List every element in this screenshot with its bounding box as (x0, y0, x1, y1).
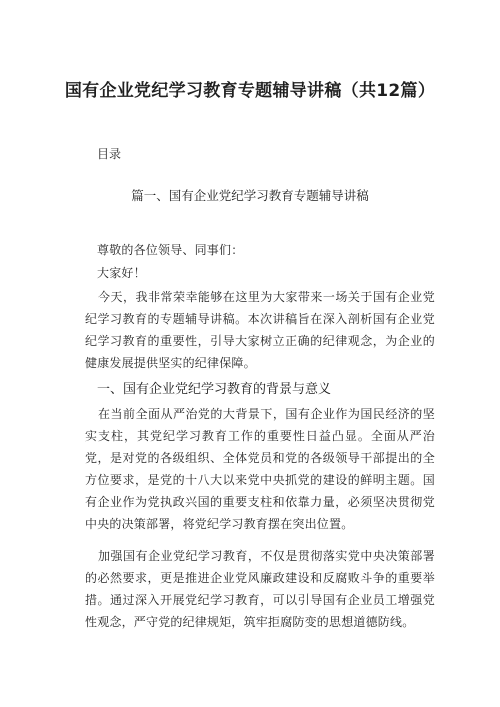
document-title: 国有企业党纪学习教育专题辅导讲稿（共12篇） (64, 81, 436, 101)
toc-label: 目录 (97, 147, 122, 161)
paragraph-2: 在当前全面从严治党的大背景下，国有企业作为国民经济的坚实支柱，其党纪学习教育工作的重要性日益凸显。全面从严治党，是对党的各级组织、全体党员和党的各级领导干部提出的全方位要求，是党的十八大以来党中央抓党的建设的鲜明主题。国有企业作为党执政兴国的重要支柱和依靠力量，必须坚决贯彻党中央的决策部署，将党纪学习教育摆在突出位置。 (85, 407, 435, 531)
paragraph-3: 加强国有企业党纪学习教育，不仅是贯彻落实党中央决策部署的必然要求，更是推进企业党风廉政建设和反腐败斗争的重要举措。通过深入开展党纪学习教育，可以引导国有企业员工增强党性观念，严守党的纪律规矩，筑牢拒腐防变的思想道德防线。 (85, 549, 435, 629)
paragraph-1: 今天，我非常荣幸能够在这里为大家带来一场关于国有企业党纪学习教育的专题辅导讲稿。本次讲稿旨在深入剖析国有企业党纪学习教育的重要性，引导大家树立正确的纪律观念，为企业的健康发展提供坚实的纪律保障。 (85, 290, 435, 370)
greeting: 大家好！ (97, 266, 146, 280)
chapter-title: 篇一、国有企业党纪学习教育专题辅导讲稿 (131, 188, 369, 203)
section-heading: 一、国有企业党纪学习教育的背景与意义 (97, 382, 332, 397)
salutation: 尊敬的各位领导、同事们： (97, 243, 244, 257)
